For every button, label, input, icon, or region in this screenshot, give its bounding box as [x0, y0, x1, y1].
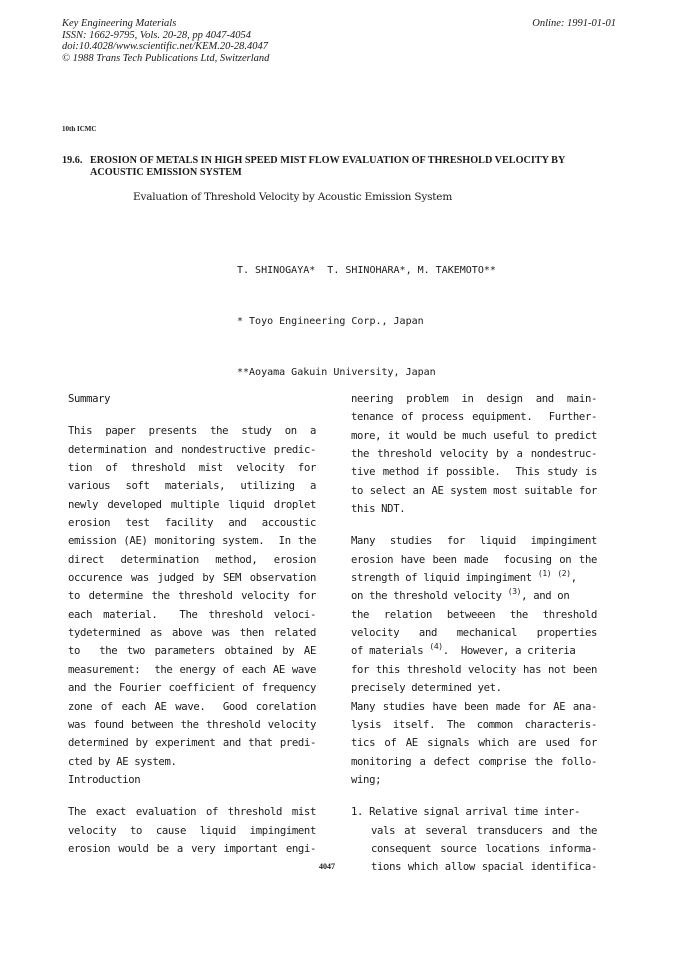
- summary-line: erosion test facility and accoustic: [68, 517, 316, 530]
- text-fragment: strength of liquid impingiment: [351, 572, 538, 585]
- summary-line: was found between the threshold velocity: [68, 718, 316, 731]
- paragraph-line: tenance of process equipment. Further-: [351, 411, 597, 424]
- paragraph-line: to select an AE system most suitable for: [351, 484, 597, 497]
- publication-metadata: [62, 18, 269, 64]
- title-line-1: EROSION OF METALS IN HIGH SPEED MIST FLOW EVALUATION OF THRESHOLD VELOCITY BY: [90, 155, 566, 166]
- spacer: [351, 518, 597, 532]
- paragraph-line: lysis itself. The common characteris-: [351, 718, 597, 731]
- citation-2[interactable]: (2): [557, 569, 571, 579]
- list-line: consequent source locations informa-: [371, 842, 597, 855]
- summary-line: newly developed multiple liquid droplet: [68, 498, 316, 511]
- summary-line: zone of each AE wave. Good corelation: [68, 700, 316, 713]
- introduction-heading: Introduction: [68, 773, 141, 786]
- summary-line: determined by experiment and that predi-: [68, 737, 316, 750]
- online-date: Online: 1991-01-01: [532, 18, 616, 29]
- paragraph-line: [351, 569, 597, 587]
- paper-subtitle: Evaluation of Threshold Velocity by Acoustic Emission System: [133, 191, 453, 203]
- affiliation-2: **Aoyama Gakuin University, Japan: [237, 367, 436, 378]
- citation-3[interactable]: (3): [507, 587, 522, 597]
- paragraph-line: Many studies for liquid impingiment: [351, 535, 597, 548]
- paragraph-line: [351, 642, 597, 660]
- issn-line: ISSN: 1662-9795, Vols. 20-28, pp 4047-4054: [62, 29, 251, 41]
- paragraph-line: monitoring a defect comprise the follo-: [351, 755, 597, 768]
- summary-heading: Summary: [68, 393, 111, 405]
- citation-1[interactable]: (1): [537, 569, 552, 579]
- paragraph-line: for this threshold velocity has not been: [351, 663, 597, 676]
- spacer: [68, 789, 316, 803]
- citation-4[interactable]: (4): [429, 642, 443, 652]
- page-number: 4047: [319, 862, 335, 871]
- list-number: 1.: [351, 806, 364, 819]
- summary-line: measurement: the energy of each AE wave: [68, 663, 316, 676]
- paragraph-line: more, it would be much useful to predict: [351, 429, 597, 442]
- conference-label: 10th ICMC: [62, 125, 97, 133]
- title-line-2: ACOUSTIC EMISSION SYSTEM: [90, 167, 242, 178]
- text-fragment: on the threshold velocity: [351, 590, 508, 603]
- summary-line: cted by AE system.: [68, 755, 177, 768]
- spacer: [351, 789, 597, 803]
- paragraph-line: this NDT.: [351, 503, 406, 516]
- intro-line: velocity to cause liquid impingiment: [68, 824, 316, 837]
- affiliation-1: * Toyo Engineering Corp., Japan: [237, 316, 424, 327]
- section-number: 19.6.: [62, 155, 83, 166]
- journal-name: Key Engineering Materials: [62, 18, 177, 29]
- paper-title: [62, 155, 622, 179]
- text-fragment: , and on: [521, 590, 570, 603]
- summary-line: tydetermined as above was then related: [68, 627, 316, 640]
- list-line: tions which allow spacial identifica-: [371, 861, 597, 874]
- text-fragment: ,: [570, 572, 577, 585]
- summary-line: various soft materials, utilizing a: [68, 480, 316, 493]
- intro-line: erosion would be a very important engi-: [68, 842, 316, 855]
- paragraph-line: tics of AE signals which are used for: [351, 737, 597, 750]
- summary-line: This paper presents the study on a: [68, 425, 316, 438]
- authors-block: [237, 228, 496, 398]
- paragraph-line: Many studies have been made for AE ana-: [351, 700, 597, 713]
- paragraph-line: the threshold velocity by a nondestruc-: [351, 448, 597, 461]
- paragraph-line: erosion have been made focusing on the: [351, 553, 597, 566]
- intro-line: The exact evaluation of threshold mist: [68, 806, 316, 819]
- doi-line: doi:10.4028/www.scientific.net/KEM.20-28.4047: [62, 41, 268, 53]
- spacer: [68, 408, 316, 422]
- summary-line: determination and nondestructive predic-: [68, 443, 316, 456]
- paragraph-line: tive method if possible. This study is: [351, 466, 597, 479]
- list-line: vals at several transducers and the: [371, 824, 597, 837]
- summary-line: to determine the threshold velocity for: [68, 590, 316, 603]
- summary-line: direct determination method, erosion: [68, 553, 316, 566]
- summary-line: to the two parameters obtained by AE: [68, 645, 316, 658]
- summary-line: and the Fourier coefficient of frequency: [68, 682, 316, 695]
- paragraph-line: wing;: [351, 773, 382, 786]
- summary-line: tion of threshold mist velocity for: [68, 462, 316, 475]
- paragraph-line: the relation betweeen the threshold: [351, 608, 597, 621]
- paragraph-line: neering problem in design and main-: [351, 393, 597, 405]
- left-column: [68, 390, 316, 858]
- text-fragment: . However, a criteria: [442, 645, 576, 658]
- text-fragment: of materials: [351, 645, 430, 658]
- copyright-line: © 1988 Trans Tech Publications Ltd, Switzerland: [62, 52, 270, 64]
- summary-line: occurence was judged by SEM observation: [68, 572, 316, 585]
- right-column: [351, 390, 597, 877]
- paragraph-line: [351, 587, 597, 605]
- summary-line: each material. The threshold veloci-: [68, 608, 316, 621]
- author-names: T. SHINOGAYA* T. SHINOHARA*, M. TAKEMOTO**: [237, 265, 496, 276]
- summary-line: emission (AE) monitoring system. In the: [68, 535, 316, 548]
- paragraph-line: velocity and mechanical properties: [351, 627, 597, 640]
- list-item-1: [351, 803, 597, 821]
- list-text: Relative signal arrival time inter-: [369, 806, 581, 819]
- paragraph-line: precisely determined yet.: [351, 682, 502, 695]
